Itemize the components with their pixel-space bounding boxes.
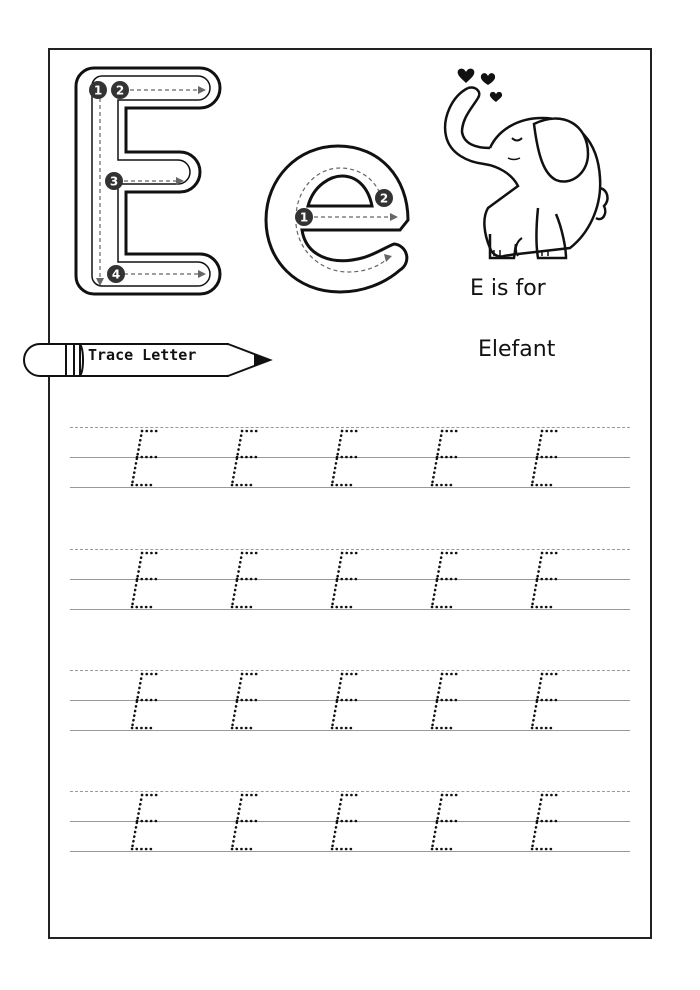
step-badge	[111, 81, 129, 99]
svg-text:4: 4	[111, 267, 121, 282]
step-badge	[107, 265, 125, 283]
trace-row	[70, 791, 630, 853]
step-badge	[295, 208, 313, 226]
guide-line	[70, 549, 630, 550]
dotted-letter[interactable]	[426, 551, 466, 609]
guide-line	[70, 851, 630, 852]
lowercase-e-guide	[262, 140, 412, 300]
guide-line	[70, 609, 630, 610]
trace-row	[70, 549, 630, 611]
dotted-letter[interactable]	[126, 793, 166, 851]
guide-line	[70, 791, 630, 792]
caption-line1: E is for	[470, 276, 546, 301]
svg-text:1: 1	[299, 210, 309, 225]
dotted-letter[interactable]	[326, 429, 366, 487]
guide-line	[70, 427, 630, 428]
step-badge	[89, 81, 107, 99]
dotted-letter[interactable]	[326, 793, 366, 851]
guide-line	[70, 670, 630, 671]
dotted-letter[interactable]	[526, 429, 566, 487]
dotted-letter[interactable]	[126, 429, 166, 487]
heart-icon	[490, 92, 502, 102]
step-badge	[105, 172, 123, 190]
guide-line	[70, 487, 630, 488]
dotted-letter[interactable]	[526, 793, 566, 851]
trace-row	[70, 670, 630, 732]
dotted-letter[interactable]	[226, 793, 266, 851]
dotted-letter[interactable]	[226, 429, 266, 487]
svg-text:2: 2	[115, 83, 125, 98]
dotted-letter[interactable]	[426, 429, 466, 487]
svg-text:3: 3	[109, 174, 119, 189]
dotted-letter[interactable]	[326, 551, 366, 609]
dotted-letter[interactable]	[226, 551, 266, 609]
pencil-label: Trace Letter	[88, 346, 197, 364]
dotted-letter[interactable]	[426, 672, 466, 730]
heart-icon	[481, 73, 495, 85]
dotted-letter[interactable]	[226, 672, 266, 730]
svg-text:2: 2	[379, 191, 389, 206]
step-badge	[375, 189, 393, 207]
dotted-letter[interactable]	[126, 551, 166, 609]
dotted-letter[interactable]	[526, 551, 566, 609]
caption-line2: Elefant	[478, 337, 556, 362]
svg-text:1: 1	[93, 83, 103, 98]
dotted-letter[interactable]	[326, 672, 366, 730]
guide-line	[70, 730, 630, 731]
uppercase-e-guide	[72, 64, 222, 302]
dotted-letter[interactable]	[126, 672, 166, 730]
dotted-letter[interactable]	[526, 672, 566, 730]
dotted-letter[interactable]	[426, 793, 466, 851]
elephant-illustration	[438, 58, 614, 274]
heart-icon	[458, 69, 475, 83]
trace-row	[70, 427, 630, 489]
